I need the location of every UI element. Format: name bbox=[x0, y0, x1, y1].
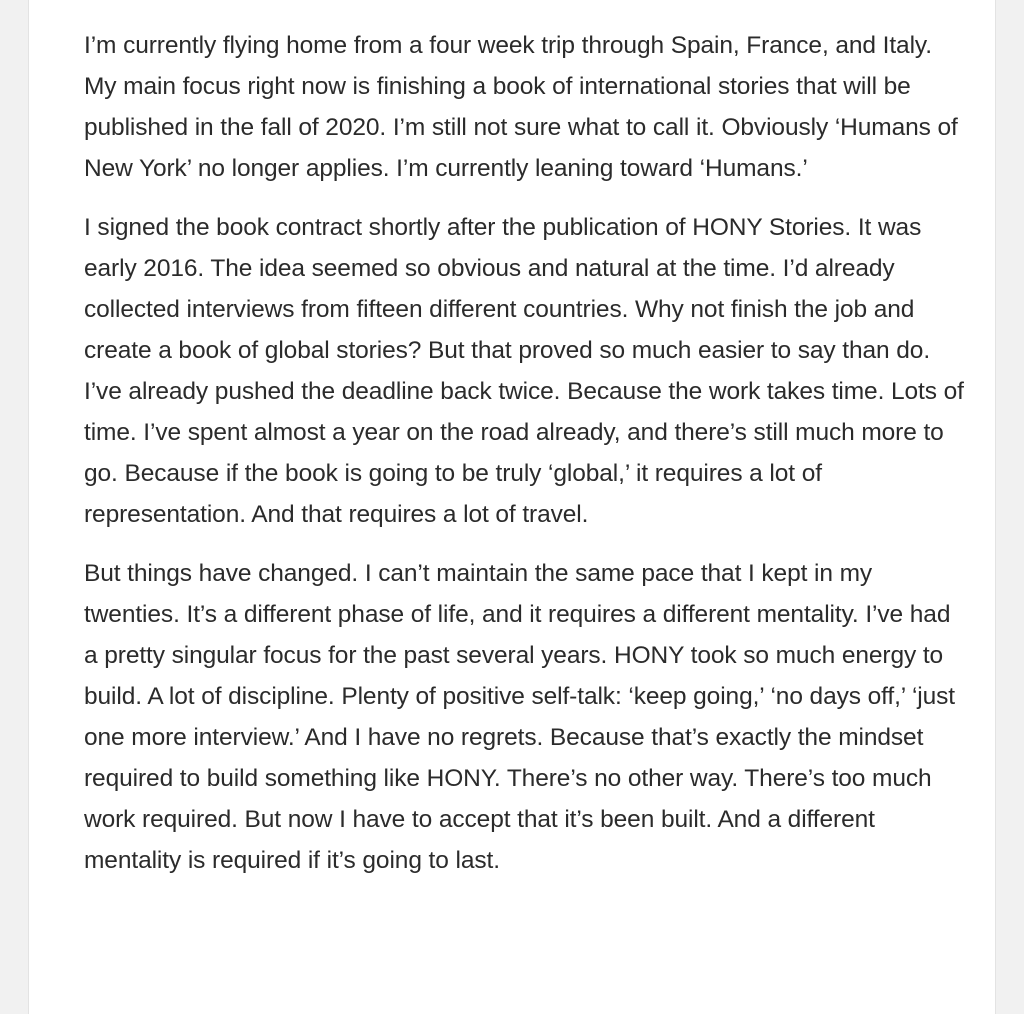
post-paragraph-2: I signed the book contract shortly after the publication of HONY Stories. It was early 2016. The idea seemed so obvious and natural at the time. I’d already collected interviews from fifteen different countries. Why not finish the job and create a book of global stories? But that proved so much easier to say than do. I’ve already pushed the deadline back twice. Because the work takes time. Lots of time. I’ve spent almost a year on the road already, and there’s still much more to go. Because if the book is going to be truly ‘global,’ it requires a lot of representation. And that requires a lot of travel. bbox=[84, 214, 964, 528]
post-paragraph-3: But things have changed. I can’t maintain the same pace that I kept in my twenties. It’s a different phase of life, and it requires a different mentality. I’ve had a pretty singular focus for the past several years. HONY took so much energy to build. A lot of discipline. Plenty of positive self-talk: ‘keep going,’ ‘no days off,’ ‘just one more interview.’ And I have no regrets. Because that’s exactly the mindset required to build something like HONY. There’s no other way. There’s too much work required. But now I have to accept that it’s been built. And a different mentality is required if it’s going to last. bbox=[84, 560, 956, 874]
post-body bbox=[84, 25, 964, 899]
post-paragraph-1: I’m currently flying home from a four week trip through Spain, France, and Italy. My main focus right now is finishing a book of international stories that will be published in the fall of 2020. I’m still not sure what to call it. Obviously ‘Humans of New York’ no longer applies. I’m currently leaning toward ‘Humans.’ bbox=[84, 32, 958, 182]
post-page bbox=[28, 0, 996, 1014]
